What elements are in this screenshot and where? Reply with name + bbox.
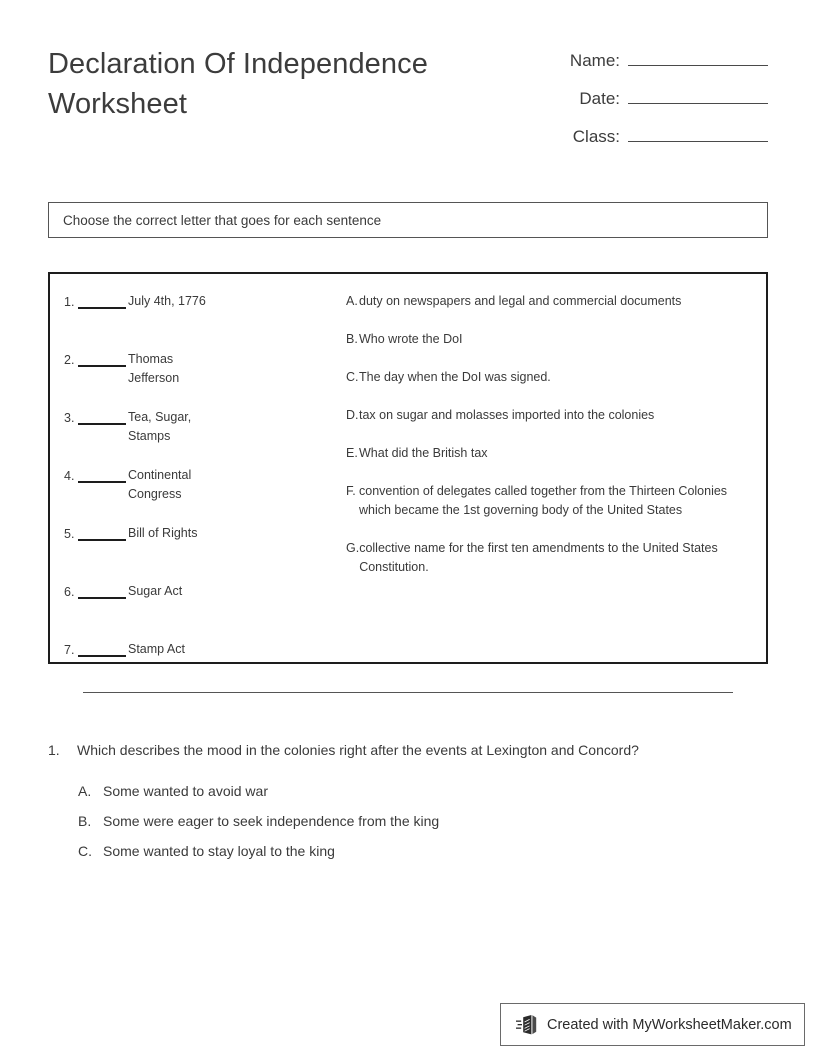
matching-item xyxy=(64,350,324,388)
question-prompt-row xyxy=(48,740,768,760)
matching-choice-text: convention of delegates called together from the Thirteen Colonies which became the 1st governing body of the United States xyxy=(359,484,728,517)
name-field-row xyxy=(556,50,768,88)
matching-item-label: Tea, Sugar, Stamps xyxy=(128,410,192,443)
answer-option[interactable] xyxy=(78,781,768,801)
matching-item-label: Thomas Jefferson xyxy=(128,352,180,385)
matching-choice xyxy=(346,368,758,387)
answer-option-letter: A. xyxy=(78,783,92,799)
matching-item-number: 3. xyxy=(64,411,75,425)
matching-item-number: 2. xyxy=(64,353,75,367)
matching-answer-blank[interactable] xyxy=(78,582,126,599)
matching-choice-letter: F. xyxy=(346,484,356,498)
matching-item xyxy=(64,524,324,562)
matching-exercise-box xyxy=(48,272,768,664)
matching-answer-blank[interactable] xyxy=(78,524,126,541)
matching-choice-text: collective name for the first ten amendments to the United States Constitution. xyxy=(359,541,718,574)
class-field-input[interactable] xyxy=(628,126,768,142)
matching-item-label: Sugar Act xyxy=(128,584,183,598)
instruction-text: Choose the correct letter that goes for each sentence xyxy=(63,212,382,228)
matching-item xyxy=(64,408,324,446)
matching-choice-text: Who wrote the DoI xyxy=(359,332,463,346)
matching-item xyxy=(64,466,324,504)
matching-item xyxy=(64,582,324,620)
answer-option[interactable] xyxy=(78,841,768,861)
matching-choice xyxy=(346,330,758,349)
answer-option-text: Some wanted to avoid war xyxy=(103,783,268,799)
question-section xyxy=(48,740,768,871)
matching-choice xyxy=(346,482,758,520)
matching-item-label: Stamp Act xyxy=(128,642,185,656)
date-field-label: Date: xyxy=(579,89,620,108)
matching-choice-letter: E. xyxy=(346,446,358,460)
question-number: 1. xyxy=(48,742,60,758)
answer-option-letter: B. xyxy=(78,813,92,829)
matching-item-label: Continental Congress xyxy=(128,468,192,501)
matching-answer-blank[interactable] xyxy=(78,466,126,483)
footer-attribution-text: Created with MyWorksheetMaker.com xyxy=(547,1016,792,1033)
instruction-box xyxy=(48,202,768,238)
matching-choice-letter: A. xyxy=(346,294,358,308)
question-answer-list xyxy=(48,781,768,861)
answer-option[interactable] xyxy=(78,811,768,831)
matching-choices-column xyxy=(346,292,758,596)
student-info-fields xyxy=(556,44,768,164)
footer-attribution-badge[interactable] xyxy=(500,1003,805,1046)
matching-item-number: 1. xyxy=(64,295,75,309)
section-divider xyxy=(83,692,733,693)
matching-choice-text: tax on sugar and molasses imported into the colonies xyxy=(359,408,655,422)
name-field-input[interactable] xyxy=(628,50,768,66)
worksheet-header xyxy=(48,44,768,164)
answer-option-text: Some were eager to seek independence from the king xyxy=(103,813,440,829)
matching-item xyxy=(64,640,324,678)
matching-answer-blank[interactable] xyxy=(78,292,126,309)
matching-items-column xyxy=(64,292,324,698)
class-field-row xyxy=(556,126,768,164)
name-field-label: Name: xyxy=(569,51,620,70)
matching-item xyxy=(64,292,324,330)
page-title: Declaration Of Independence Worksheet xyxy=(48,48,428,120)
matching-choice xyxy=(346,444,758,463)
matching-choice-text: duty on newspapers and legal and commercial documents xyxy=(359,294,682,308)
worksheet-maker-logo-icon xyxy=(515,1013,539,1037)
answer-option-letter: C. xyxy=(78,843,92,859)
matching-choice-letter: G. xyxy=(346,541,360,555)
matching-item-label: Bill of Rights xyxy=(128,526,198,540)
matching-item-number: 6. xyxy=(64,585,75,599)
question-prompt: Which describes the mood in the colonies right after the events at Lexington and Concord? xyxy=(77,742,639,758)
matching-choice xyxy=(346,292,758,311)
matching-item-number: 7. xyxy=(64,643,75,657)
date-field-input[interactable] xyxy=(628,88,768,104)
matching-choice xyxy=(346,406,758,425)
matching-choice xyxy=(346,539,758,577)
matching-choice-letter: D. xyxy=(346,408,359,422)
class-field-label: Class: xyxy=(572,127,620,146)
matching-choice-text: The day when the DoI was signed. xyxy=(359,370,551,384)
matching-choice-letter: C. xyxy=(346,370,359,384)
matching-item-number: 4. xyxy=(64,469,75,483)
matching-answer-blank[interactable] xyxy=(78,408,126,425)
answer-option-text: Some wanted to stay loyal to the king xyxy=(103,843,335,859)
matching-item-label: July 4th, 1776 xyxy=(128,294,206,308)
matching-choice-text: What did the British tax xyxy=(359,446,488,460)
date-field-row xyxy=(556,88,768,126)
matching-choice-letter: B. xyxy=(346,332,358,346)
matching-answer-blank[interactable] xyxy=(78,350,126,367)
matching-answer-blank[interactable] xyxy=(78,640,126,657)
matching-item-number: 5. xyxy=(64,527,75,541)
